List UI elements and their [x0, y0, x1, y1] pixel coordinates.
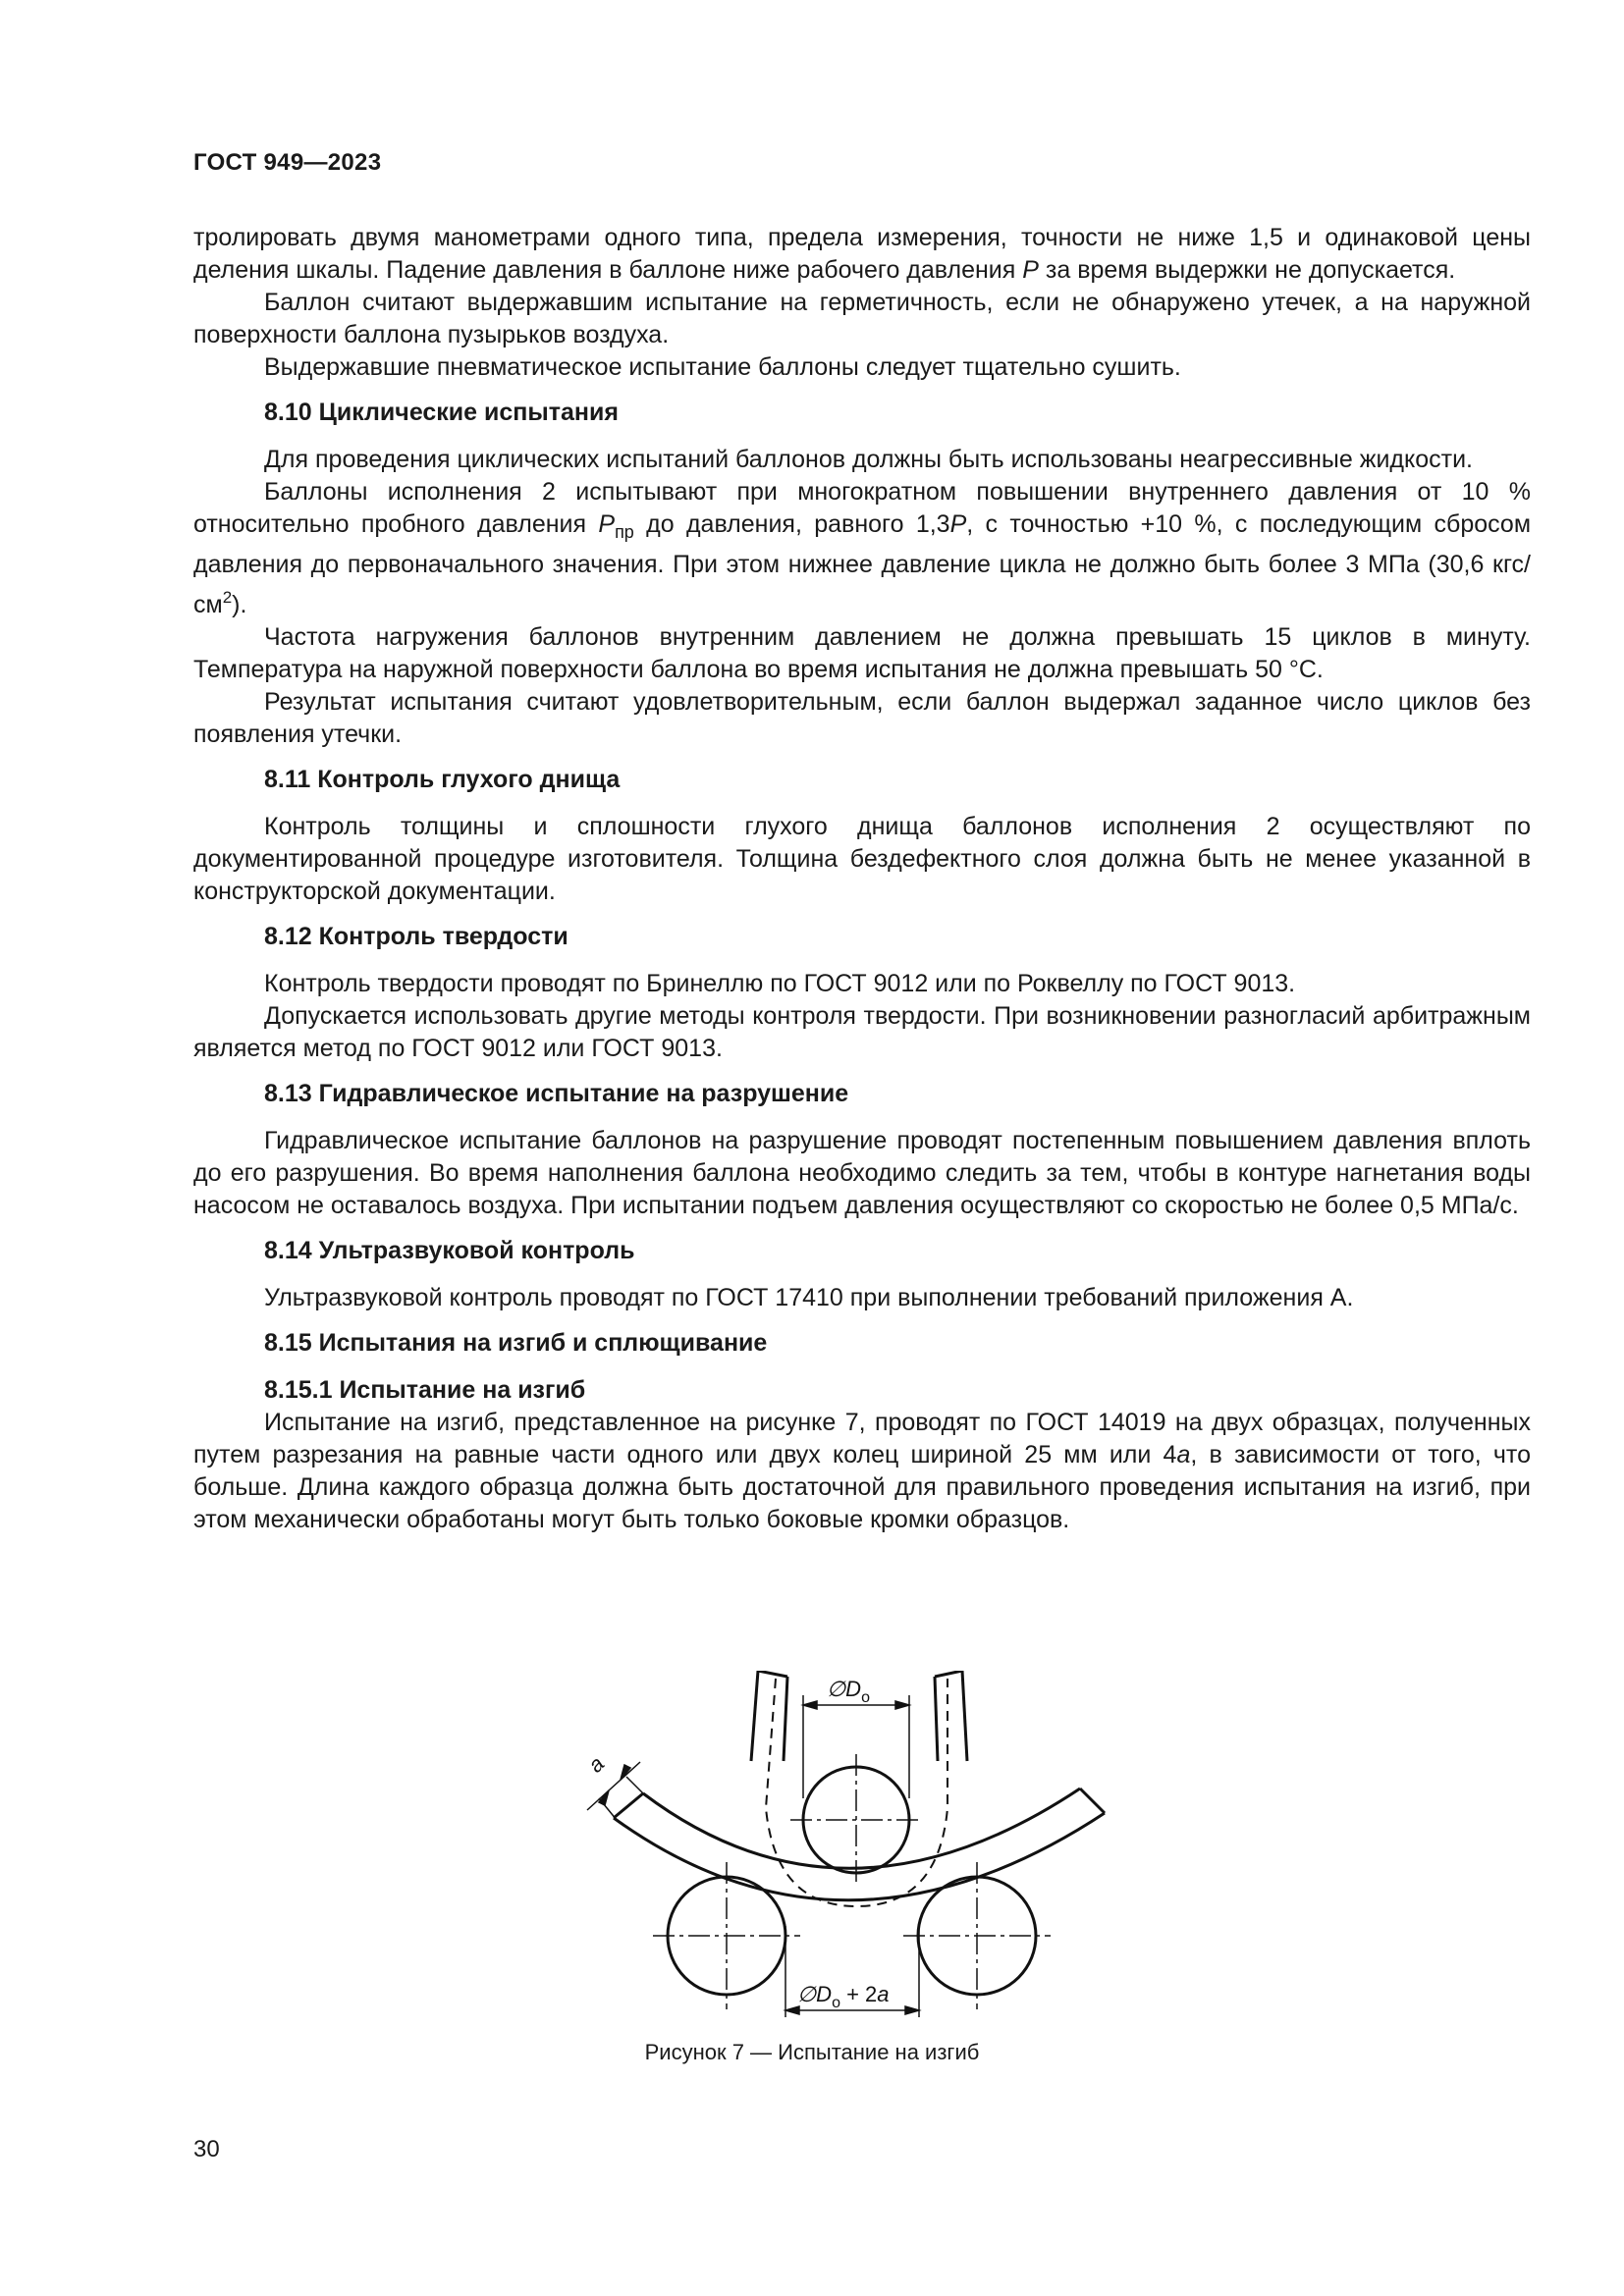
- section-heading-8-13: 8.13 Гидравлическое испытание на разрушение: [264, 1080, 849, 1107]
- section-heading-8-11: 8.11 Контроль глухого днища: [264, 766, 621, 793]
- specimen-outer-edge: [614, 1813, 1105, 1900]
- paragraph: Гидравлическое испытание баллонов на разрушение проводят постепенным повышением давления вплоть до его разрушения. Во время наполнения баллона необходимо следить за тем, чтобы в контуре нагнетания воды насосом не оставалось воздуха. При испытании подъем давления осуществляют со скоростью не более 0,5 МПа/с.: [193, 1127, 1531, 1219]
- section-heading-8-10: 8.10 Циклические испытания: [264, 399, 619, 426]
- paragraph: Баллон считают выдержавшим испытание на герметичность, если не обнаружено утечек, а на наружной поверхности баллона пузырьков воздуха.: [193, 289, 1531, 348]
- paragraph: Допускается использовать другие методы контроля твердости. При возникновении разногласий арбитражным является метод по ГОСТ 9012 или ГОСТ 9013.: [193, 1002, 1531, 1062]
- u-specimen-left-outer: [751, 1671, 758, 1761]
- subsection-heading-8-15-1: 8.15.1 Испытание на изгиб: [264, 1376, 586, 1404]
- section-heading-8-12: 8.12 Контроль твердости: [264, 923, 568, 950]
- document-body: [193, 222, 1531, 1536]
- section-heading-8-15: 8.15 Испытания на изгиб и сплющивание: [264, 1329, 768, 1357]
- specimen-end-left: [614, 1793, 643, 1818]
- bend-test-diagram: [569, 1671, 1119, 2044]
- figure-caption: Рисунок 7 — Испытание на изгиб: [644, 2040, 980, 2064]
- paragraph: Для проведения циклических испытаний баллонов должны быть использованы неагрессивные жидкости.: [264, 446, 1473, 473]
- paragraph: Контроль твердости проводят по Бринеллю по ГОСТ 9012 или по Роквеллу по ГОСТ 9013.: [264, 970, 1296, 997]
- dim-top-label: $\emptyset D_o$: [827, 1677, 870, 1706]
- document-header: ГОСТ 949—2023: [193, 149, 382, 176]
- paragraph: Выдержавшие пневматическое испытание баллоны следует тщательно сушить.: [264, 353, 1181, 381]
- specimen-inner-edge: [643, 1789, 1080, 1868]
- paragraph: Результат испытания считают удовлетворительным, если баллон выдержал заданное число циклов без появления утечки.: [193, 688, 1531, 748]
- u-specimen-right-inner: [935, 1677, 938, 1761]
- dim-a-label: a: [582, 1751, 610, 1778]
- section-heading-8-14: 8.14 Ультразвуковой контроль: [264, 1237, 635, 1264]
- paragraph: тролировать двумя манометрами одного типа, предела измерения, точности не ниже 1,5 и одинаковой цены деления шкалы. Падение давления в баллоне ниже рабочего давления P за время выдержки не допускается.: [193, 224, 1531, 284]
- paragraph: Испытание на изгиб, представленное на рисунке 7, проводят по ГОСТ 14019 на двух образцах, полученных путем разрезания на равные части одного или двух колец шириной 25 мм или 4a, в зависимости от того, что больше. Длина каждого образца должна быть достаточной для правильного проведения испытания на изгиб, при этом механически обработаны могут быть только боковые кромки образцов.: [193, 1409, 1531, 1533]
- paragraph: Частота нагружения баллонов внутренним давлением не должна превышать 15 циклов в минуту. Температура на наружной поверхности баллона во время испытания не должна превышать 50 °С.: [193, 623, 1531, 683]
- page-number: 30: [193, 2136, 220, 2163]
- paragraph: Контроль толщины и сплошности глухого днища баллонов исполнения 2 осуществляют по документированной процедуре изготовителя. Толщина бездефектного слоя должна быть не менее указанной в конструкторской документации.: [193, 813, 1531, 905]
- dim-top-arrow-right: [895, 1701, 909, 1709]
- dim-bottom-label: $\emptyset D_o + 2a$: [797, 1982, 890, 2011]
- dim-a-ext-2: [626, 1777, 646, 1796]
- u-specimen-right-top: [935, 1671, 962, 1677]
- paragraph: Ультразвуковой контроль проводят по ГОСТ 17410 при выполнении требований приложения А.: [264, 1284, 1354, 1311]
- u-specimen-left-inner: [784, 1677, 787, 1761]
- dim-bottom-arrow-left: [785, 2006, 799, 2014]
- paragraph: Баллоны исполнения 2 испытывают при многократном повышении внутреннего давления от 10 % относительно пробного давления $P_{пр}$ до давления, равного 1,3P, с точностью +10 %, с последующим сбросом давления до первоначального значения. При этом нижнее давление цикла не должно быть более 3 МПа (30,6 кгс/$см^2$).: [193, 478, 1532, 618]
- dim-bottom-arrow-right: [905, 2006, 919, 2014]
- u-specimen-right-outer: [962, 1671, 967, 1761]
- specimen-end-right: [1080, 1789, 1105, 1813]
- bend-test-figure: [569, 1671, 1119, 2044]
- dim-top-arrow-left: [803, 1701, 817, 1709]
- u-specimen-left-top: [758, 1671, 787, 1677]
